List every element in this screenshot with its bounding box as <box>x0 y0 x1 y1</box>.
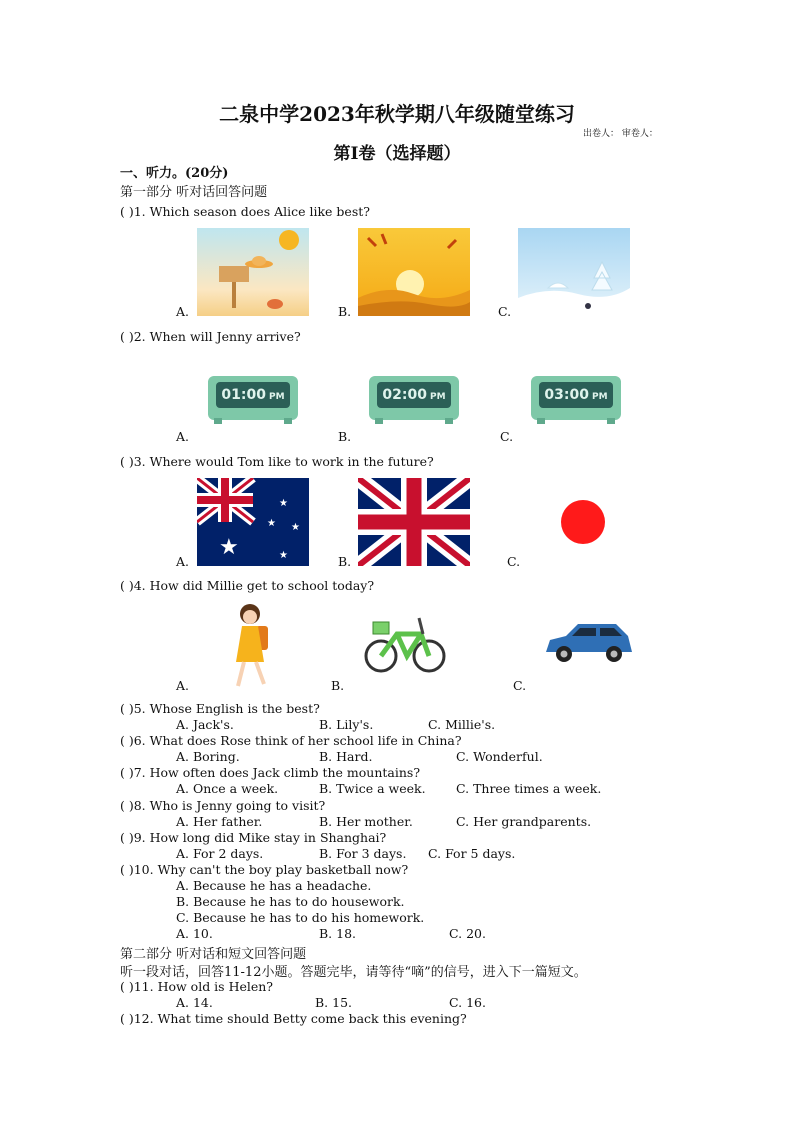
q8-option-c: C. Her grandparents. <box>456 814 592 829</box>
bicycle-image <box>363 610 447 676</box>
clock-3pm-suffix: PM <box>592 392 608 402</box>
q4-option-c: C. <box>513 678 527 693</box>
car-image <box>542 618 634 666</box>
question-8: ( )8. Who is Jenny going to visit? <box>120 798 326 813</box>
svg-text:★: ★ <box>219 535 239 560</box>
q9-option-c: C. For 5 days. <box>428 846 516 861</box>
clock-1pm-suffix: PM <box>269 392 285 402</box>
question-4: ( )4. How did Millie get to school today? <box>120 578 375 593</box>
clock-1pm <box>208 376 298 420</box>
part2-heading: 第二部分 听对话和短文回答问题 <box>120 947 307 962</box>
question-10: ( )10. Why can't the boy play basketball now? <box>120 862 409 877</box>
question-2: ( )2. When will Jenny arrive? <box>120 329 301 344</box>
question-3: ( )3. Where would Tom like to work in the future? <box>120 454 434 469</box>
clock-2pm-suffix: PM <box>430 392 446 402</box>
page-subtitle: 第Ⅰ卷（选择题） <box>333 144 461 164</box>
q10-option-b: B. Because he has to do housework. <box>176 894 405 909</box>
q8-option-b: B. Her mother. <box>319 814 413 829</box>
australia-flag <box>197 478 309 566</box>
q11-option-b: B. 15. <box>315 995 353 1010</box>
svg-text:★: ★ <box>267 518 276 529</box>
q5-option-b: B. Lily's. <box>319 717 374 732</box>
q7-option-a: A. Once a week. <box>176 781 279 796</box>
clock-2pm <box>369 376 459 420</box>
q2-option-c: C. <box>500 429 514 444</box>
q5-option-a: A. Jack's. <box>176 717 234 732</box>
svg-text:★: ★ <box>279 550 288 561</box>
svg-text:★: ★ <box>291 522 300 533</box>
q3-option-c: C. <box>507 554 521 569</box>
walking-girl-image <box>226 602 276 690</box>
q1-option-a: A. <box>176 304 190 319</box>
q4-option-b: B. <box>331 678 345 693</box>
q10-option-a: A. Because he has a headache. <box>176 878 372 893</box>
q1-option-c: C. <box>498 304 512 319</box>
japan-flag-circle <box>561 500 605 544</box>
q6-option-b: B. Hard. <box>319 749 373 764</box>
question-6: ( )6. What does Rose think of her school life in China? <box>120 733 462 748</box>
q9-option-a: A. For 2 days. <box>176 846 264 861</box>
part2-instruction: 听一段对话，回答11-12小题。答题完毕，请等待“嘀”的信号，进入下一篇短文。 <box>120 965 587 980</box>
page-title: 二泉中学2023年秋学期八年级随堂练习 <box>219 102 575 126</box>
clock-1pm-time: 01:00 <box>221 387 266 403</box>
authors-line: 出卷人： 审卷人： <box>583 129 658 139</box>
question-1: ( )1. Which season does Alice like best? <box>120 204 370 219</box>
question-7: ( )7. How often does Jack climb the mountains? <box>120 765 421 780</box>
question-5: ( )5. Whose English is the best? <box>120 701 320 716</box>
q2-option-a: A. <box>176 429 190 444</box>
q3-option-b: B. <box>338 554 352 569</box>
clock-3pm <box>531 376 621 420</box>
q11-option-c: C. 16. <box>449 995 486 1010</box>
question-11: ( )11. How old is Helen? <box>120 979 274 994</box>
extra-option-c: C. 20. <box>449 926 486 941</box>
clock-3pm-time: 03:00 <box>544 387 589 403</box>
part1-heading: 第一部分 听对话回答问题 <box>120 185 268 200</box>
q2-option-b: B. <box>338 429 352 444</box>
extra-option-a: A. 10. <box>176 926 213 941</box>
question-9: ( )9. How long did Mike stay in Shanghai? <box>120 830 387 845</box>
question-12: ( )12. What time should Betty come back this evening? <box>120 1011 467 1026</box>
summer-image <box>197 228 309 316</box>
q9-option-b: B. For 3 days. <box>319 846 407 861</box>
q6-option-a: A. Boring. <box>176 749 240 764</box>
uk-flag <box>358 478 470 566</box>
q5-option-c: C. Millie's. <box>428 717 496 732</box>
q7-option-c: C. Three times a week. <box>456 781 602 796</box>
svg-text:★: ★ <box>279 498 288 509</box>
q10-option-c: C. Because he has to do his homework. <box>176 910 425 925</box>
q3-option-a: A. <box>176 554 190 569</box>
autumn-image <box>358 228 470 316</box>
q6-option-c: C. Wonderful. <box>456 749 543 764</box>
q1-option-b: B. <box>338 304 352 319</box>
q7-option-b: B. Twice a week. <box>319 781 426 796</box>
winter-image <box>518 228 630 316</box>
section-heading: 一、听力。(20分) <box>120 166 229 181</box>
clock-2pm-time: 02:00 <box>382 387 427 403</box>
q4-option-a: A. <box>176 678 190 693</box>
q11-option-a: A. 14. <box>176 995 213 1010</box>
q8-option-a: A. Her father. <box>176 814 263 829</box>
extra-option-b: B. 18. <box>319 926 357 941</box>
